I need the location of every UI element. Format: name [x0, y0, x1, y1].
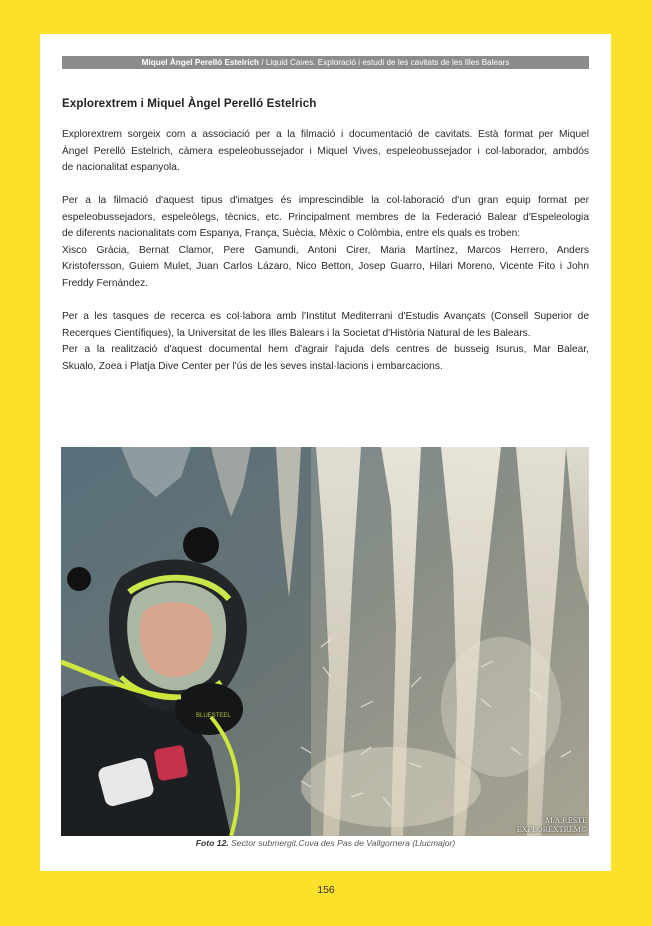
- photo-watermark: [517, 816, 587, 834]
- text-line: Xisco Gràcia, Bernat Clamor, Pere Gamundi, Antoni Cirer, Maria Martínez, Marcos Herrero, Anders: [62, 244, 589, 256]
- text-line: Explorextrem sorgeix com a associació per a la filmació i documentació de cavitats. Està format per Miquel: [62, 129, 589, 140]
- text-line: Per a la realització d'aquest documental hem d'agrair l'ajuda dels centres de busseig Isurus, Mar Balear,: [62, 344, 589, 355]
- text-line: de diferents nacionalitats com Espanya, França, Suècia, Mèxic o Colòmbia, entre els quals es troben:: [62, 228, 521, 239]
- text-line: Per a la filmació d'aquest tipus d'imatges és imprescindible la col·laboració d'un gran equip format per: [62, 195, 589, 206]
- svg-text:BLUESTEEL: BLUESTEEL: [196, 713, 231, 719]
- text-line: espeleobussejadors, espeleòlegs, tècnics, etc. Principalment membres de la Federació Balear d'Espeleologia: [62, 211, 589, 223]
- section-title: Explorextrem i Miquel Àngel Perelló Estelrich: [62, 97, 317, 110]
- watermark-line-1: M.A.P.ESTE: [545, 816, 587, 825]
- running-header: [62, 56, 589, 69]
- text-line: Recerques Científiques), la Universitat de les Illes Balears i la Societat d'Història Natural de les Balears.: [62, 327, 531, 339]
- photo-illustration: [61, 447, 589, 836]
- paragraph-research: [62, 309, 589, 375]
- caption-label: Foto 12.: [195, 838, 229, 848]
- paragraph-intro: [62, 127, 589, 177]
- cave-diver-photo: [61, 447, 589, 836]
- photo-caption: [62, 838, 589, 848]
- paragraph-team: [62, 193, 589, 292]
- text-line: Per a les tasques de recerca es col·labora amb l'Institut Mediterrani d'Estudis Avançats (Consell Superior de: [62, 311, 589, 322]
- header-author: Miquel Àngel Perelló Estelrich: [141, 58, 260, 67]
- text-line: de nacionalitat espanyola.: [62, 162, 180, 173]
- text-line: Àngel Perelló Estelrich, càmera espeleobussejador i Miquel Vives, espeleobussejador i col·laborador, ambdós: [62, 145, 589, 157]
- watermark-line-2: EXPLOREXTREM©: [516, 825, 587, 834]
- header-book-title: Liquid Caves. Exploració i estudi de les cavitats de les Illes Balears: [265, 58, 510, 67]
- caption-text: Sector submergit.Cova des Pas de Vallgornera (Llucmajor): [228, 838, 456, 848]
- text-line: Skualo, Zoea i Platja Dive Center per l'ús de les seves instal·lacions i embarcacions.: [62, 360, 443, 372]
- text-line: Freddy Fernández.: [62, 277, 149, 289]
- text-line: Kristofersson, Guiem Mulet, Juan Carlos Lázaro, Nico Betton, Josep Guarro, Hilari Moreno, Vicente Fito i John: [62, 261, 589, 272]
- page-number: 156: [317, 884, 335, 896]
- page-sheet: [40, 34, 611, 871]
- header-separator: /: [259, 58, 266, 67]
